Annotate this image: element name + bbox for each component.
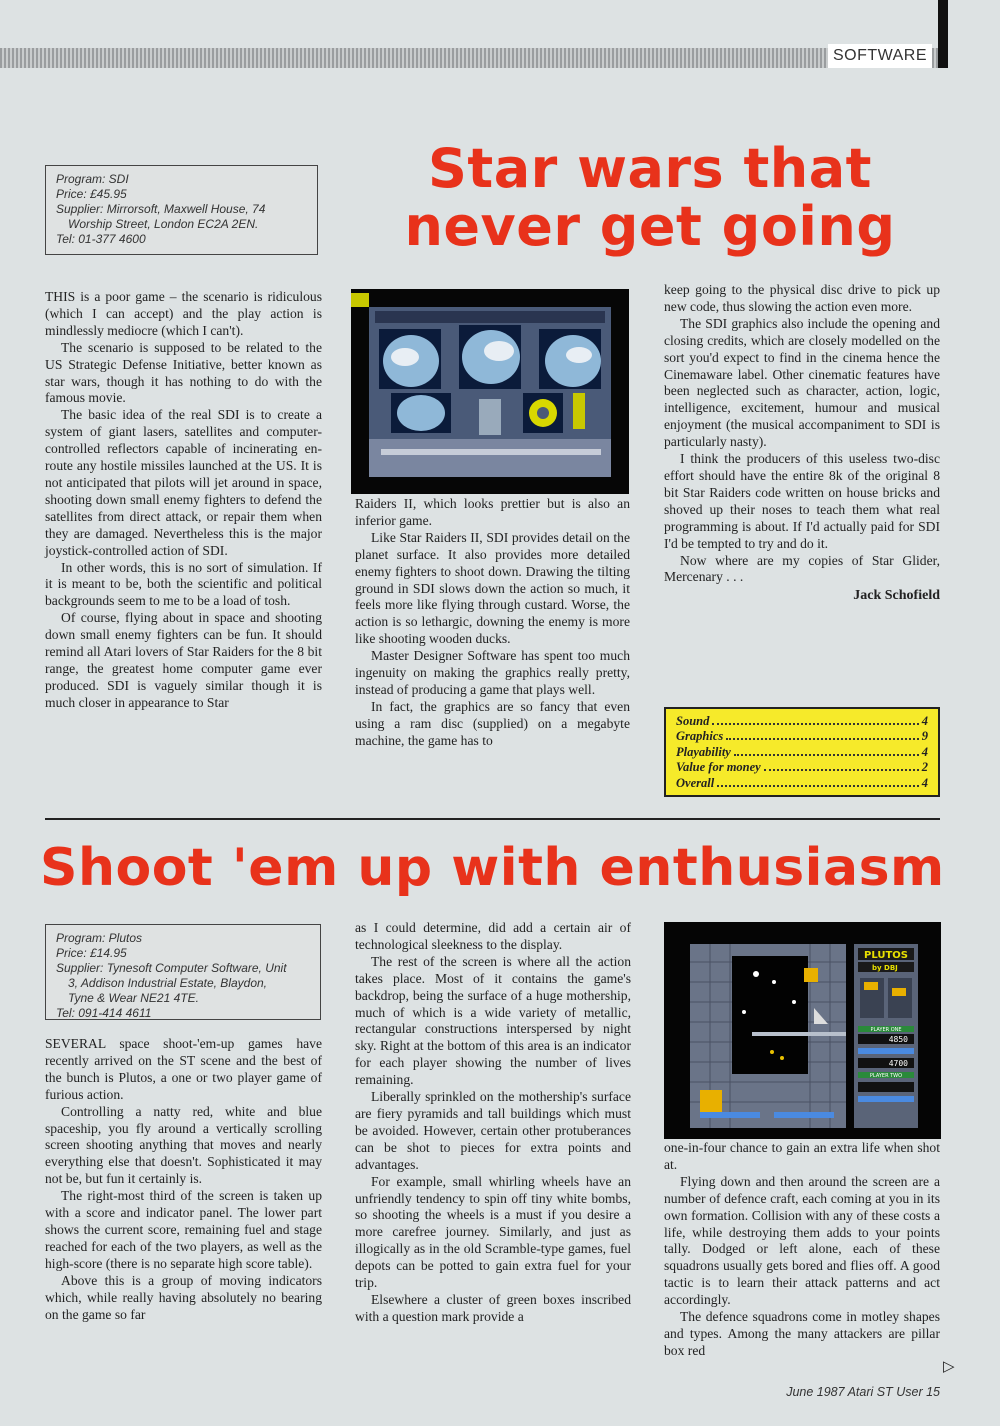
paragraph: SEVERAL space shoot-'em-up games have recently arrived on the ST scene and the best of the bunch is Plutos, a one or two player game of furious action. — [45, 1036, 322, 1102]
paragraph: In fact, the graphics are so fancy that even using a ram disc (supplied) on a megabyte machine, the game has to — [355, 698, 630, 748]
plutos-column-1 — [45, 1036, 322, 1323]
paragraph: The SDI graphics also include the opening and closing credits, which are closely modelled on the sort you'd expect to find in the cinema hence the Cinemaware label. Other cinematic features have been neglected such as character, action, logic, intelligence, excitement, humour and musical enjoyment (the musical accompaniment to SDI is particularly nasty). — [664, 315, 940, 450]
info-program: Program: SDI — [56, 172, 129, 186]
plutos-playfield-image — [664, 922, 941, 1139]
paragraph: For example, small whirling wheels have an unfriendly tendency to spin off tiny white bombs, so shooting the wheels is a must if you desire a more carefree journey. Similarly, and just as illogically as in the old Scramble-type games, fuel depots can be potted to gain extra fuel for your trip. — [355, 1173, 631, 1291]
paragraph: In other words, this is no sort of simulation. If it is meant to be, both the scientific and political backgrounds seem to me to be a load of tosh. — [45, 559, 322, 609]
info-supplier: Supplier: Tynesoft Computer Software, Unit — [56, 961, 287, 975]
paragraph: The right-most third of the screen is taken up with a score and indicator panel. The lower part shows the current score, remaining fuel and stage reached for each of the two players, as well as the high-score (there is no separate high score table). — [45, 1188, 322, 1271]
ratings-box — [664, 707, 940, 797]
rating-score: 9 — [921, 729, 928, 744]
paragraph: Controlling a natty red, white and blue spaceship, you fly around a vertically scrolling screen shooting anything that moves and nearly everything else that doesn't. Sophisticated it may not be, but fun it certainly is. — [45, 1103, 322, 1187]
rating-dots — [717, 785, 919, 787]
paragraph: Now where are my copies of Star Glider, Mercenary . . . — [664, 552, 940, 585]
rating-dots — [734, 754, 919, 756]
rating-dots — [712, 723, 918, 725]
sdi-game-screenshot — [351, 289, 629, 494]
plutos-column-2 — [355, 920, 631, 1326]
rating-row — [676, 714, 928, 729]
rating-dots — [726, 738, 919, 740]
paragraph: as I could determine, did add a certain air of technological sleekness to the display. — [355, 920, 631, 952]
rating-score: 2 — [921, 760, 928, 775]
rating-label: Sound — [676, 714, 710, 728]
rating-score: 4 — [921, 775, 928, 790]
page-number: 15 — [926, 1385, 940, 1399]
rating-row — [676, 729, 928, 744]
player-one-label: PLAYER ONE — [870, 1027, 902, 1033]
rating-score: 4 — [921, 744, 928, 759]
rating-label: Graphics — [676, 729, 724, 744]
paragraph: Liberally sprinkled on the mothership's surface are fiery pyramids and tall buildings which must be avoided. However, certain other protuberances can be shot to pieces for extra points and advantages. — [355, 1089, 631, 1172]
sdi-column-3 — [664, 282, 940, 605]
headline-line-2: never get going — [404, 195, 896, 259]
paragraph: Like Star Raiders II, SDI provides detail on the planet surface. It also provides more detailed enemy fighters to shoot down. Drawing the tilting ground in SDI slows down the action so much, it feels more like flying through custard. Worse, the action is so lethargic, downing the enemy is more like shooting wooden ducks. — [355, 529, 630, 647]
rating-label: Playability — [676, 744, 731, 759]
high-score: 4700 — [888, 1059, 908, 1068]
paragraph: THIS is a poor game – the scenario is ridiculous (which I can accept) and the play action is mindlessly mediocre (which I can't). — [45, 289, 322, 338]
paragraph: The basic idea of the real SDI is to create a system of giant lasers, satellites and computer-controlled reflectors capable of incinerating en-route any hostile missiles launched at the US. It is not anticipated that pilots will jet around in space, shooting down small enemy fighters to defend the satellites from direct attack, or repair them when they are damaged. Nevertheless this is the major joystick-controlled action of SDI. — [45, 407, 322, 558]
plutos-logo-text: PLUTOS — [864, 950, 908, 961]
rating-row — [676, 776, 928, 791]
continue-arrow-icon: ▷ — [943, 1357, 955, 1375]
paragraph: Elsewhere a cluster of green boxes inscribed with a question mark provide a — [355, 1291, 631, 1324]
rating-dots — [764, 769, 919, 771]
footer-magazine: Atari ST User — [847, 1385, 923, 1399]
info-price: Price: £45.95 — [56, 187, 127, 201]
plutos-credit-text: by DBJ — [872, 964, 898, 972]
info-address: Tyne & Wear NE21 4TE. — [68, 991, 199, 1005]
sdi-headline — [360, 137, 940, 259]
sdi-cockpit-image — [351, 289, 629, 494]
info-program: Program: Plutos — [56, 931, 143, 945]
page-edge-bar — [938, 0, 948, 68]
plutos-info-box — [45, 924, 321, 1020]
info-tel: Tel: 091-414 4611 — [56, 1006, 152, 1020]
rating-label: Overall — [676, 775, 715, 790]
paragraph: one-in-four chance to gain an extra life when shot at. — [664, 1140, 940, 1172]
info-address: Worship Street, London EC2A 2EN. — [68, 217, 259, 231]
rating-score: 4 — [921, 714, 928, 728]
paragraph: Of course, flying about in space and shooting down small enemy fighters can be fun. It should remind all Atari lovers of Star Raiders for the 8 bit range, the greatest home computer game ever produced. SDI is vaguely similar though it is much closer in appearance to Star — [45, 610, 322, 710]
header-rule — [0, 48, 938, 68]
paragraph: Raiders II, which looks prettier but is also an inferior game. — [355, 496, 630, 528]
paragraph: Flying down and then around the screen are a number of defence craft, each coming at you in its own formation. Collision with any of these costs a life, while destroying them adds to your points tally. Dodged or left alone, each of these squadrons usually gets bored and flies off. A good tactic is to learn their attack patterns and act accordingly. — [664, 1173, 940, 1308]
section-label: SOFTWARE — [828, 44, 932, 68]
footer-issue: June 1987 — [786, 1385, 845, 1399]
paragraph: Above this is a group of moving indicators which, while really having absolutely no bearing on the game so far — [45, 1272, 322, 1322]
plutos-headline: Shoot 'em up with enthusiasm — [40, 838, 945, 898]
page-footer — [760, 1385, 940, 1399]
sdi-column-2 — [355, 496, 630, 750]
plutos-game-screenshot — [664, 922, 941, 1139]
plutos-column-3 — [664, 1140, 940, 1360]
sdi-column-1 — [45, 289, 322, 712]
paragraph: The defence squadrons come in motley shapes and types. Among the many attackers are pillar box red — [664, 1309, 940, 1358]
paragraph: Master Designer Software has spent too much ingenuity on making the graphics really pretty, instead of producing a game that plays well. — [355, 648, 630, 697]
player-two-label: PLAYER TWO — [869, 1073, 903, 1079]
info-price: Price: £14.95 — [56, 946, 127, 960]
byline: Jack Schofield — [853, 588, 940, 604]
info-supplier: Supplier: Mirrorsoft, Maxwell House, 74 — [56, 202, 266, 216]
rating-label: Value for money — [676, 760, 761, 775]
info-address: 3, Addison Industrial Estate, Blaydon, — [68, 976, 268, 990]
paragraph: The scenario is supposed to be related to the US Strategic Defense Initiative, better known as star wars, though it has nothing to do with the famous movie. — [45, 339, 322, 406]
rating-row — [676, 760, 928, 775]
sdi-info-box — [45, 165, 318, 255]
info-tel: Tel: 01-377 4600 — [56, 232, 146, 246]
paragraph: keep going to the physical disc drive to pick up new code, thus slowing the action even more. — [664, 282, 940, 314]
headline-line-1: Star wars that — [428, 137, 872, 200]
paragraph: I think the producers of this useless two-disc effort should have the entire 8k of the original 8 bit Star Raiders code written on house bricks and shoved up their noses to teach them what real programming is about. If I'd actually paid for SDI I'd be tempted to try and do it. — [664, 451, 940, 551]
player-one-score: 4850 — [888, 1035, 908, 1044]
rating-row — [676, 745, 928, 760]
section-divider — [45, 818, 940, 820]
paragraph: The rest of the screen is where all the action takes place. Most of it contains the game's backdrop, being the surface of a huge mothership, much of which is a wide variety of metallic, rectangular constructions interspersed by night sky. Right at the bottom of this area is an indicator for each player showing the number of lives remaining. — [355, 953, 631, 1088]
